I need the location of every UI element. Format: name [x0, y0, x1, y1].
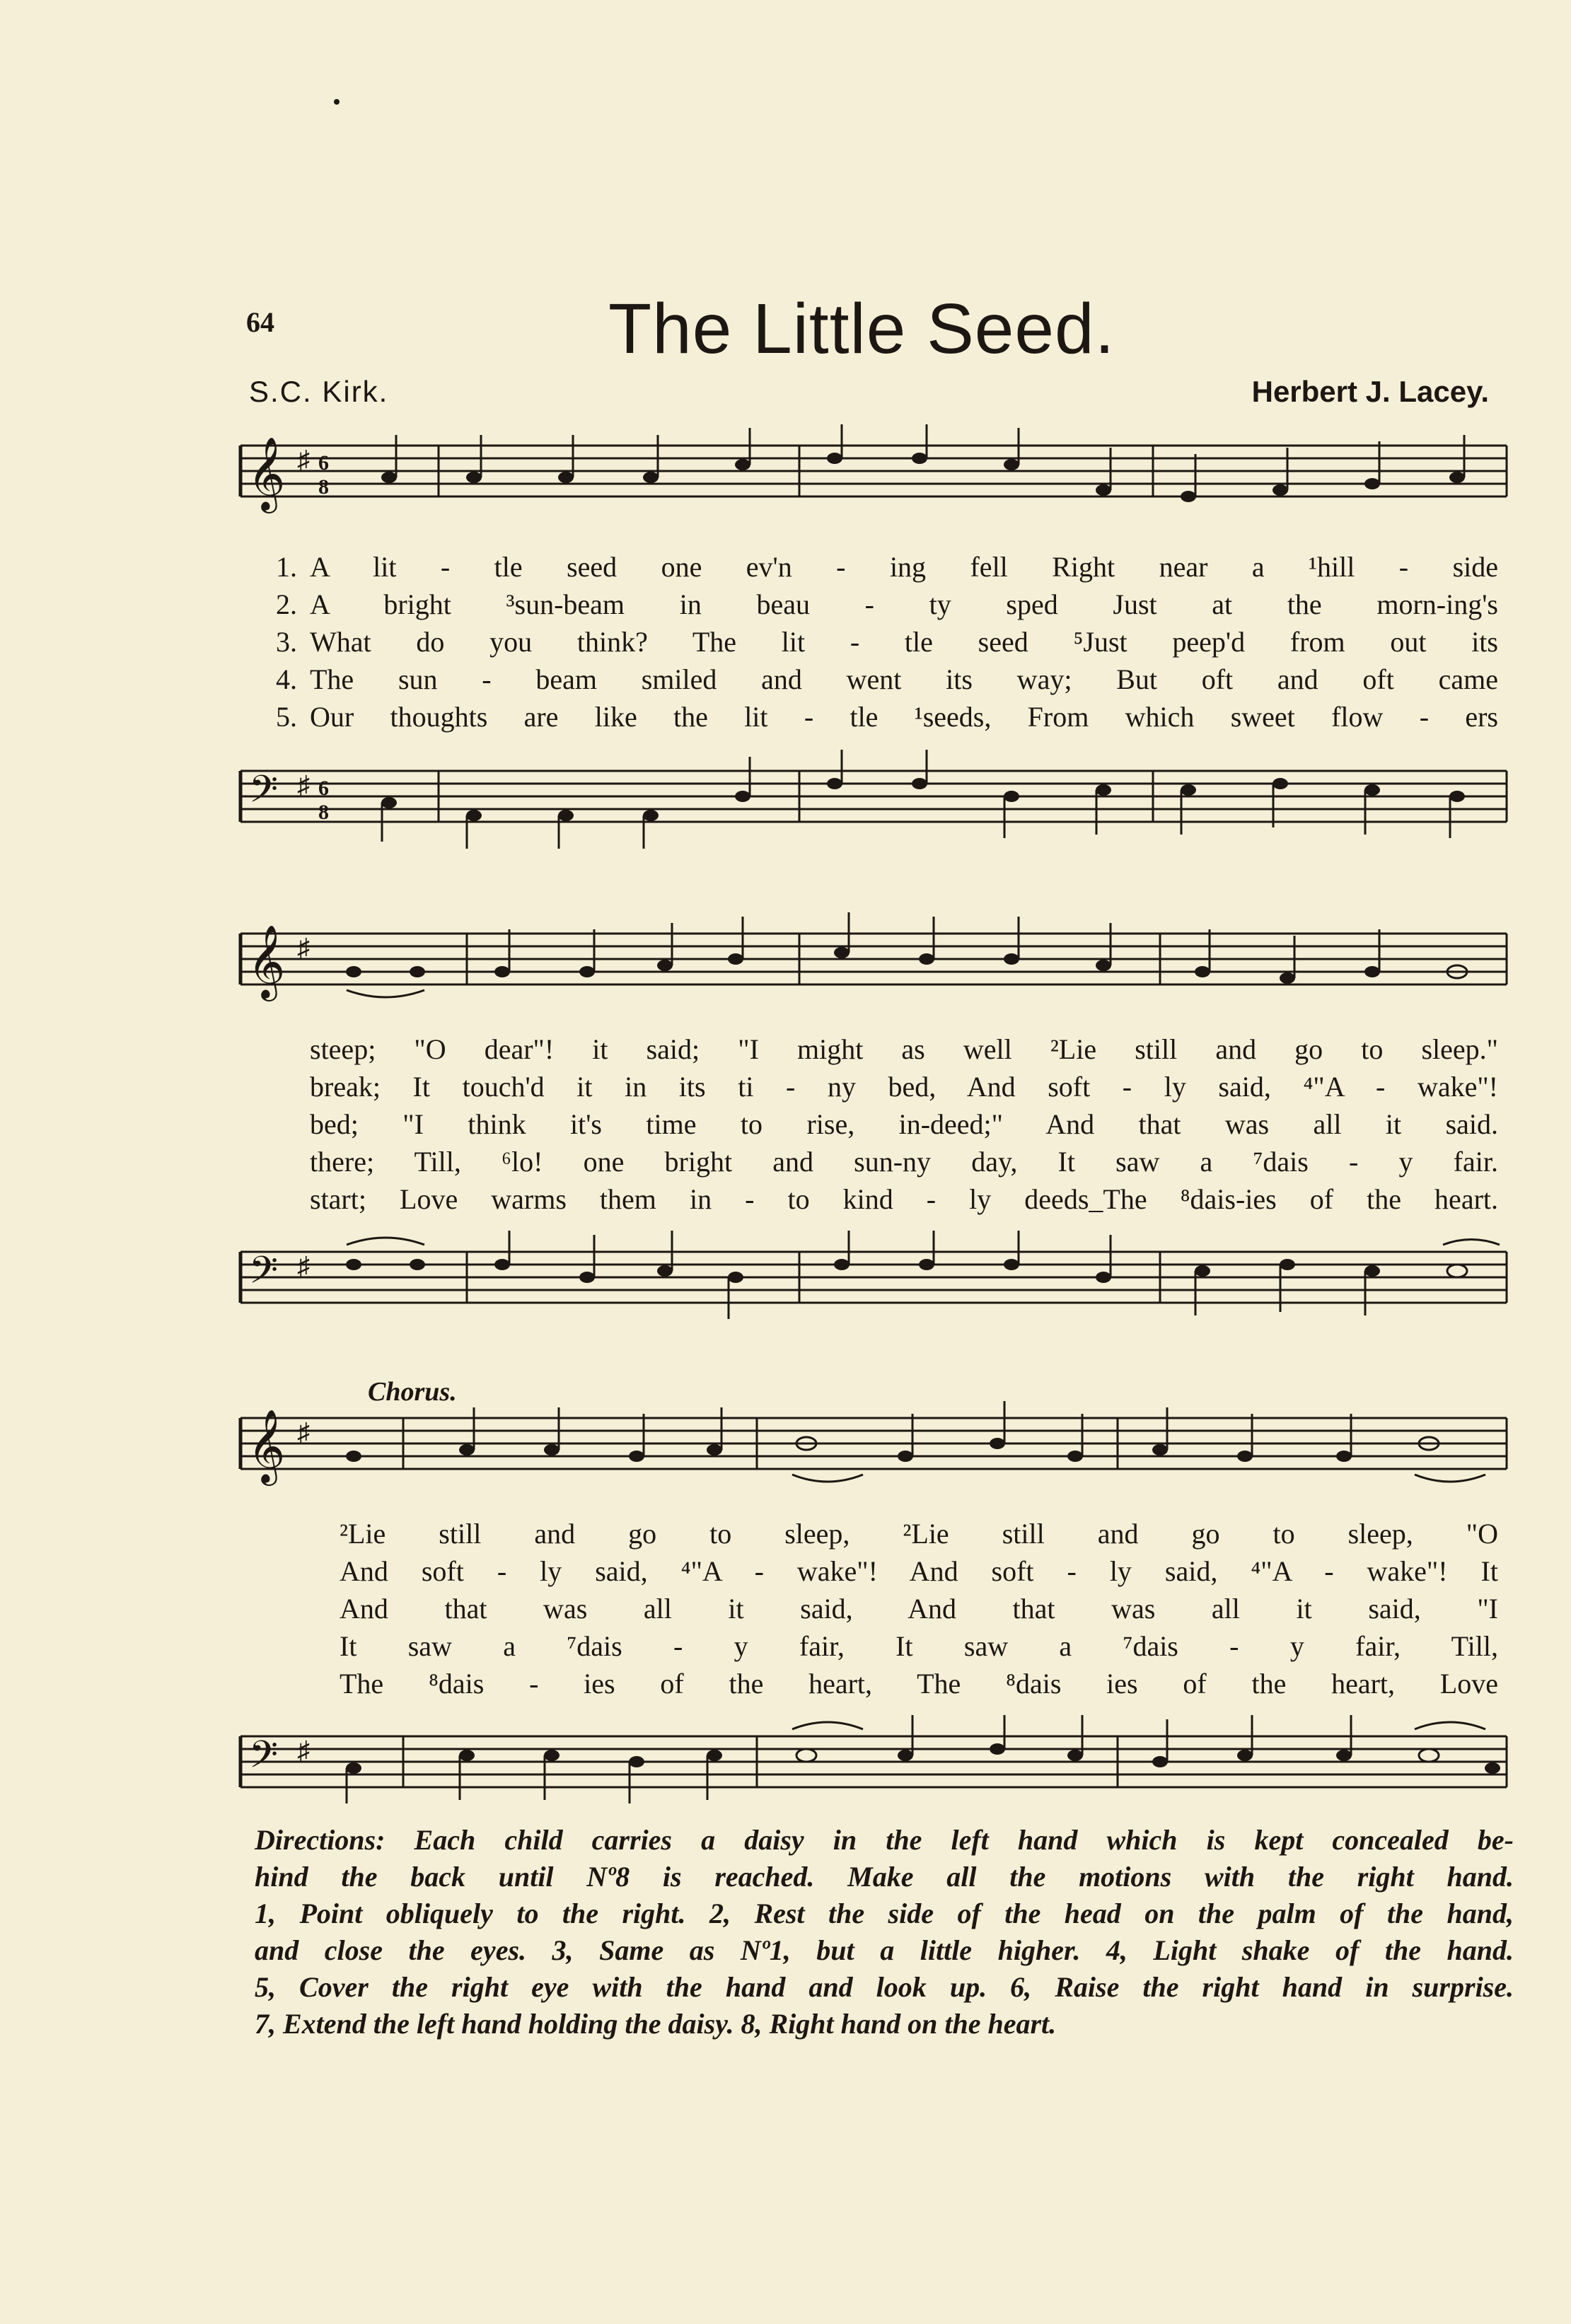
lyric-line: start; Love warms them in - to kind - ly deeds_The ⁸dais-ies of the heart. — [310, 1183, 1498, 1215]
lyric-line: 4. The sun - beam smiled and went its way; But oft and oft came — [276, 663, 1498, 695]
lyric-line: The ⁸dais - ies of the heart, The ⁸dais ies of the heart, Love — [340, 1668, 1498, 1700]
verse-lyrics-2 — [240, 1033, 1507, 1220]
lyricist: S.C. Kirk. — [249, 375, 389, 408]
svg-text:6: 6 — [318, 777, 329, 800]
bass-staff-2 — [240, 1231, 1507, 1330]
directions-line: 7, Extend the left hand holding the daisy. 8, Right hand on the heart. — [255, 2008, 1057, 2040]
verse-lyrics-1 — [240, 550, 1507, 738]
lyric-line: 5. Our thoughts are like the lit - tle ¹seeds, From which sweet flow - ers — [276, 701, 1498, 733]
lyric-line: ²Lie still and go to sleep, ²Lie still and go to sleep, "O — [340, 1518, 1498, 1550]
directions-line: 1, Point obliquely to the right. 2, Rest the side of the head on the palm of the hand, — [255, 1898, 1514, 1929]
lyric-line: 3. What do you think? The lit - tle seed ⁵Just peep'd from out its — [276, 626, 1498, 658]
svg-text:𝄞: 𝄞 — [248, 1409, 286, 1483]
directions-line: hind the back until Nº8 is reached. Make all the motions with the right hand. — [255, 1861, 1514, 1893]
lyric-line: And that was all it said, And that was all it said, "I — [340, 1593, 1498, 1625]
directions-line: and close the eyes. 3, Same as Nº1, but a little higher. 4, Light shake of the hand. — [255, 1934, 1514, 1966]
lyric-line: And soft - ly said, ⁴"A - wake"! And soft - ly said, ⁴"A - wake"! It — [340, 1555, 1498, 1587]
music-system-chorus — [240, 1397, 1507, 1821]
bass-staff-chorus — [240, 1715, 1507, 1807]
music-system-1 — [240, 424, 1507, 863]
lyric-line: there; Till, ⁶lo! one bright and sun-ny day, It saw a ⁷dais - y fair. — [310, 1146, 1498, 1178]
motion-directions — [255, 1822, 1514, 2043]
music-system-2 — [240, 912, 1507, 1337]
lyric-line: steep; "O dear"! it said; "I might as well ²Lie still and go to sleep." — [310, 1033, 1498, 1065]
song-title: The Little Seed. — [608, 289, 1115, 368]
svg-text:6: 6 — [318, 451, 329, 475]
svg-text:♯: ♯ — [297, 1418, 310, 1446]
svg-text:♯: ♯ — [297, 1252, 310, 1280]
treble-staff-1 — [240, 424, 1507, 523]
svg-text:♯: ♯ — [297, 446, 310, 474]
svg-text:𝄢: 𝄢 — [249, 1249, 279, 1301]
lyric-line: bed; "I think it's time to rise, in-deed;" And that was all it said. — [310, 1108, 1498, 1140]
svg-text:𝄢: 𝄢 — [249, 768, 279, 820]
bass-staff-1 — [240, 750, 1507, 849]
directions-line: 5, Cover the right eye with the hand and look up. 6, Raise the right hand in surprise. — [255, 1971, 1514, 2003]
treble-staff-chorus — [240, 1397, 1507, 1496]
lyric-line: 2. A bright ³sun-beam in beau - ty sped Just at the morn-ing's — [276, 588, 1498, 620]
chorus-label: Chorus. — [368, 1377, 457, 1407]
lyric-line: break; It touch'd it in its ti - ny bed, And soft - ly said, ⁴"A - wake"! — [310, 1071, 1498, 1103]
lyric-line: It saw a ⁷dais - y fair, It saw a ⁷dais - y fair, Till, — [340, 1630, 1498, 1662]
page-number: 64 — [246, 306, 274, 338]
svg-text:♯: ♯ — [297, 771, 310, 799]
svg-text:♯: ♯ — [297, 1736, 310, 1765]
treble-staff-2 — [240, 912, 1507, 1011]
composer: Herbert J. Lacey. — [1251, 375, 1489, 408]
chorus-lyrics — [340, 1517, 1507, 1704]
svg-text:𝄞: 𝄞 — [248, 436, 286, 511]
svg-text:𝄢: 𝄢 — [249, 1733, 279, 1786]
directions-line: Directions: Each child carries a daisy in the left hand which is kept concealed be- — [255, 1824, 1514, 1856]
svg-text:8: 8 — [318, 801, 329, 824]
svg-text:♯: ♯ — [297, 934, 310, 962]
lyric-line: 1. A lit - tle seed one ev'n - ing fell Right near a ¹hill - side — [276, 551, 1498, 583]
page-speck — [334, 99, 340, 105]
svg-text:8: 8 — [318, 475, 329, 499]
svg-text:𝄞: 𝄞 — [248, 924, 286, 999]
